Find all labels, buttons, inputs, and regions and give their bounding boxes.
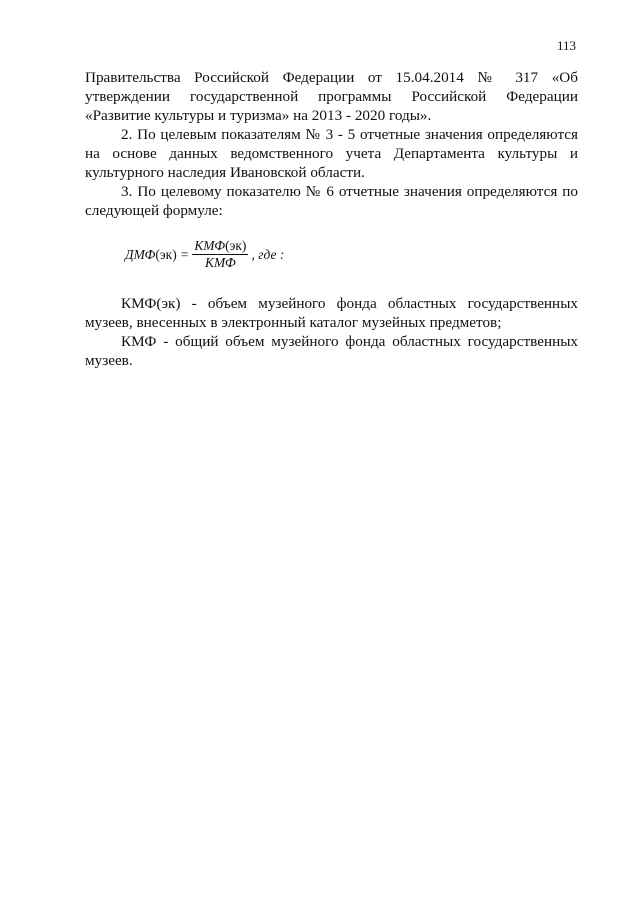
paragraph-kmf-definition: КМФ - общий объем музейного фонда областных государственных музеев. (85, 333, 578, 369)
paragraph-indicator-6: 3. По целевому показателю № 6 отчетные значения определяются по следующей формуле: (85, 183, 578, 219)
formula-numerator-arg: (эк) (225, 238, 247, 253)
paragraph-indicators-3-5: 2. По целевым показателям № 3 - 5 отчетные значения определяются на основе данных ведомственного учета Департамента культуры и культурного наследия Ивановской области. (85, 126, 578, 181)
formula-numerator (192, 238, 248, 254)
formula-lhs-name: ДМФ (125, 247, 156, 262)
formula-denominator: КМФ (205, 255, 236, 270)
formula-equals-sign: = (180, 247, 189, 262)
formula-tail: , где : (251, 247, 285, 262)
formula-expression (125, 238, 284, 271)
formula-fraction (192, 238, 248, 271)
formula-block (85, 226, 578, 282)
page-number: 113 (556, 38, 576, 53)
paragraph-decree-reference: Правительства Российской Федерации от 15.04.2014 № 317 «Об утверждении государственной программы Российской Федерации «Развитие культуры и туризма» на 2013 - 2020 годы». (85, 69, 578, 124)
formula-lhs (125, 245, 177, 264)
paragraph-kmf-ek-definition: КМФ(эк) - объем музейного фонда областных государственных музеев, внесенных в электронный каталог музейных предметов; (85, 295, 578, 331)
document-body (85, 68, 578, 370)
formula-numerator-name: КМФ (194, 238, 226, 253)
formula-lhs-arg: (эк) (155, 247, 177, 262)
